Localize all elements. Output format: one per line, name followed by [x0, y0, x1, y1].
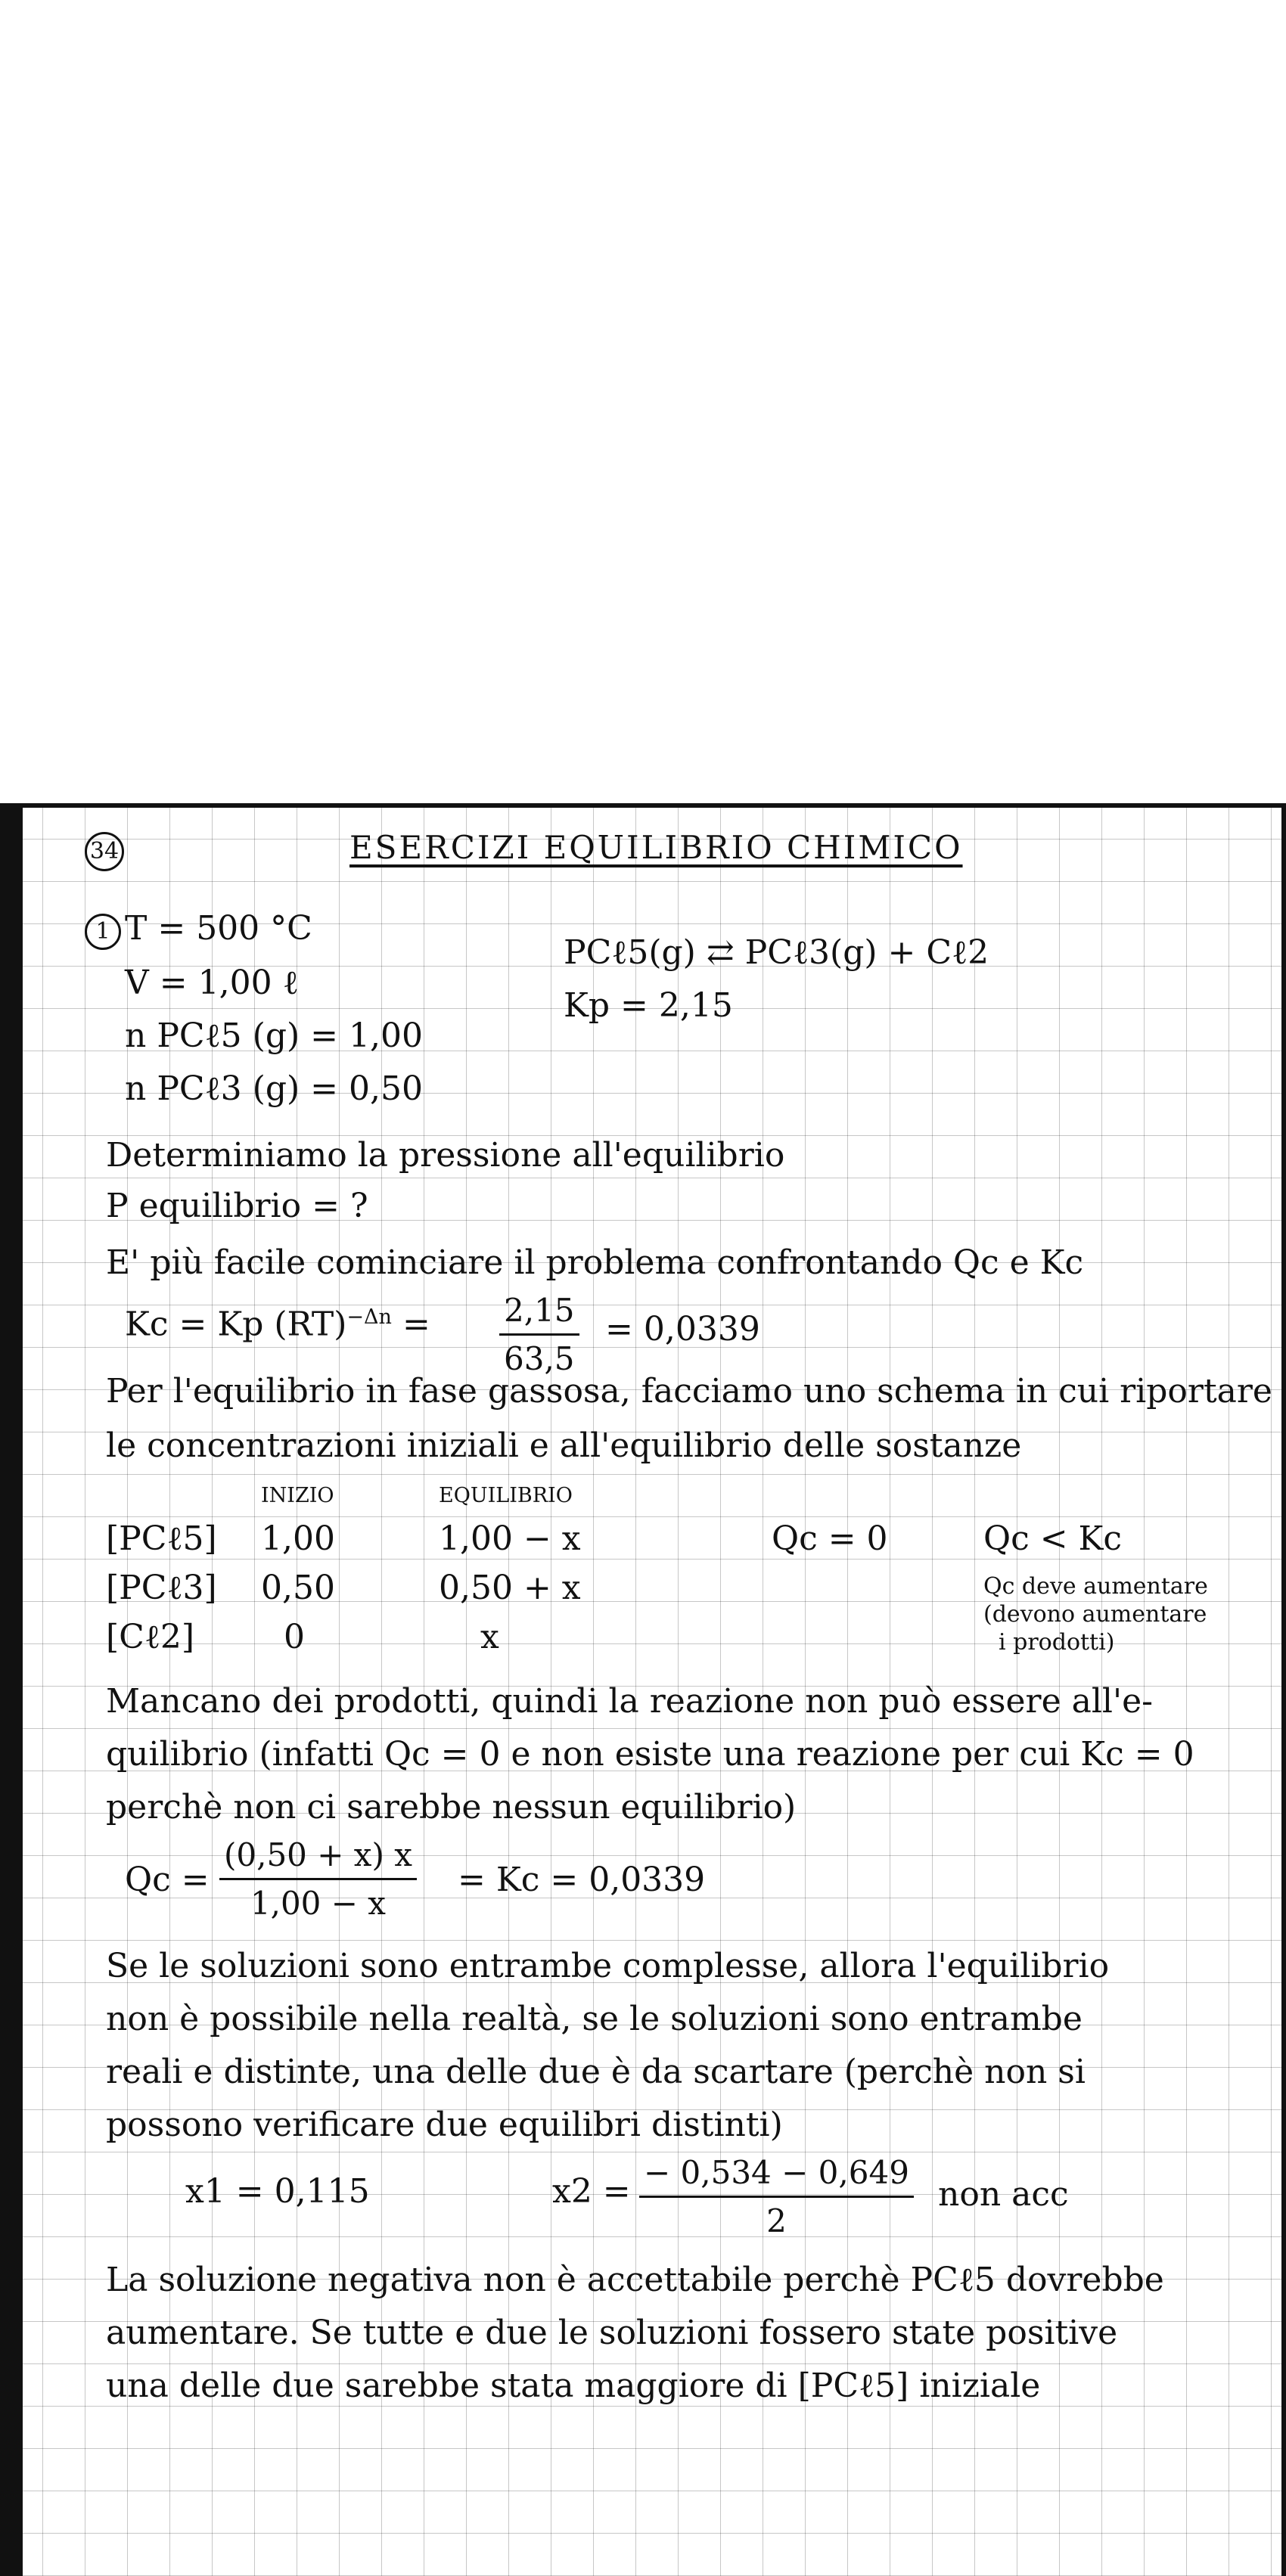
final-line-3: una delle due sarebbe stata maggiore di [PCℓ5] iniziale: [106, 2367, 1041, 2405]
row-species: [PCℓ5]: [106, 1519, 217, 1558]
note-line-1: Qc deve aumentare: [983, 1573, 1208, 1600]
given-volume: V = 1,00 ℓ: [125, 964, 299, 1002]
gas-phase-line-1: Per l'equilibrio in fase gassosa, facciamo uno schema in cui riportare: [106, 1372, 1272, 1411]
root-x2-note: non acc: [938, 2175, 1069, 2214]
kp-value: Kp = 2,15: [564, 986, 733, 1025]
qc-zero: Qc = 0: [772, 1519, 888, 1558]
row-initial: 1,00: [261, 1519, 335, 1558]
page-right-edge: [1281, 808, 1286, 2576]
solutions-line-3: reali e distinte, una delle due è da scartare (perchè non si: [106, 2053, 1086, 2091]
solutions-line-4: possono verificare due equilibri distinti): [106, 2106, 783, 2144]
qc-label: Qc =: [125, 1861, 210, 1899]
given-n-pcl5: n PCℓ5 (g) = 1,00: [125, 1016, 423, 1055]
col-initial: INIZIO: [261, 1484, 334, 1507]
given-temperature: T = 500 °C: [125, 909, 312, 948]
notebook-page: [0, 803, 1286, 2576]
qc-fraction: $\frac{(0,50 + x) x}{1,00 - x}$: [219, 1836, 417, 1922]
solutions-line-1: Se le soluzioni sono entrambe complesse, allora l'equilibrio: [106, 1947, 1110, 1985]
root-x1: x1 = 0,115: [185, 2172, 370, 2211]
given-n-pcl3: n PCℓ3 (g) = 0,50: [125, 1069, 423, 1108]
reasoning-line-1: Mancano dei prodotti, quindi la reazione non può essere all'e-: [106, 1682, 1153, 1721]
easier-line: E' più facile cominciare il problema confrontando Qc e Kc: [106, 1243, 1084, 1282]
gas-phase-line-2: le concentrazioni iniziali e all'equilibrio delle sostanze: [106, 1426, 1022, 1465]
row-equilibrium: x: [480, 1618, 499, 1656]
row-equilibrium: 1,00 − x: [439, 1519, 581, 1558]
reaction-equation: PCℓ5(g) ⇄ PCℓ3(g) + Cℓ2: [564, 933, 989, 972]
reasoning-line-2: quilibrio (infatti Qc = 0 e non esiste una reazione per cui Kc = 0: [106, 1735, 1194, 1774]
kc-formula: Kc = Kp (RT)$^{-\Delta n}$ =: [125, 1305, 430, 1344]
note-line-2: (devono aumentare: [983, 1601, 1207, 1628]
row-species: [Cℓ2]: [106, 1618, 195, 1656]
determine-line: Determiniamo la pressione all'equilibrio: [106, 1136, 785, 1175]
solutions-line-2: non è possibile nella realtà, se le soluzioni sono entrambe: [106, 2000, 1083, 2038]
qc-less-kc: Qc < Kc: [983, 1519, 1123, 1558]
row-species: [PCℓ3]: [106, 1569, 217, 1607]
root-x2-label: x2 =: [552, 2172, 631, 2211]
exercise-number: 1: [85, 914, 121, 950]
page-left-edge: [0, 808, 23, 2576]
kc-result: = 0,0339: [605, 1310, 760, 1349]
final-line-2: aumentare. Se tutte e due le soluzioni fossero state positive: [106, 2314, 1118, 2352]
note-line-3: i prodotti): [999, 1629, 1115, 1656]
p-equilibrium: P equilibrio = ?: [106, 1187, 368, 1225]
root-x2-fraction: $\frac{- 0,534 - 0,649}{2}$: [639, 2154, 914, 2239]
reasoning-line-3: perchè non ci sarebbe nessun equilibrio): [106, 1788, 797, 1826]
qc-equals-kc: = Kc = 0,0339: [458, 1861, 706, 1899]
final-line-1: La soluzione negativa non è accettabile perchè PCℓ5 dovrebbe: [106, 2261, 1164, 2299]
col-equilibrium: EQUILIBRIO: [439, 1484, 573, 1507]
row-initial: 0: [284, 1618, 305, 1656]
kc-fraction: $\frac{2,15}{63,5}$: [499, 1292, 579, 1377]
row-initial: 0,50: [261, 1569, 335, 1607]
page-title: ESERCIZI EQUILIBRIO CHIMICO: [349, 829, 963, 866]
row-equilibrium: 0,50 + x: [439, 1569, 581, 1607]
page-number: 34: [85, 832, 124, 871]
